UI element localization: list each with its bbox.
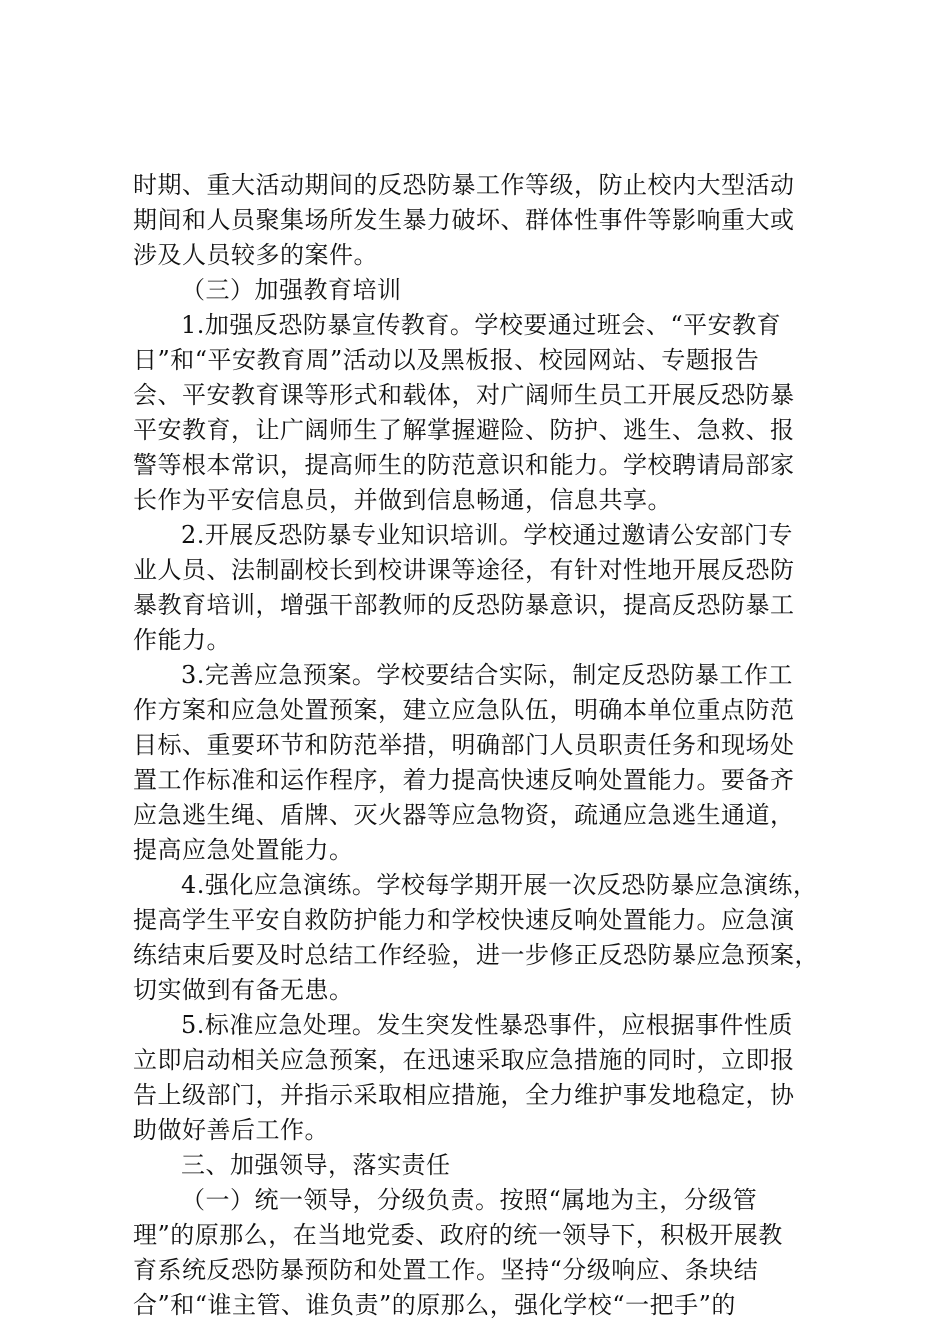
text-line: 长作为平安信息员，并做到信息畅通，信息共享。 (133, 486, 672, 514)
text-line: 日”和“平安教育周”活动以及黑板报、校园网站、专题报告 (133, 346, 760, 374)
text-line: 涉及人员较多的案件。 (133, 241, 378, 269)
text-line: 暴教育培训，增强干部教师的反恐防暴意识，提高反恐防暴工 (133, 591, 795, 619)
text-line: 时期、重大活动期间的反恐防暴工作等级，防止校内大型活动 (133, 171, 795, 199)
text-line: 提高应急处置能力。 (133, 836, 354, 864)
text-line: 作方案和应急处置预案，建立应急队伍，明确本单位重点防范 (133, 696, 795, 724)
text-line: 置工作标准和运作程序，着力提高快速反响处置能力。要备齐 (133, 766, 795, 794)
text-line: 3.完善应急预案。学校要结合实际，制定反恐防暴工作工 (181, 661, 793, 689)
text-line: （三）加强教育培训 (181, 276, 402, 304)
text-line: 立即启动相关应急预案，在迅速采取应急措施的同时，立即报 (133, 1046, 795, 1074)
text-line: 警等根本常识，提高师生的防范意识和能力。学校聘请局部家 (133, 451, 795, 479)
text-line: 应急逃生绳、盾牌、灭火器等应急物资，疏通应急逃生通道， (133, 801, 795, 829)
text-line: 助做好善后工作。 (133, 1116, 329, 1144)
text-line: 作能力。 (133, 626, 231, 654)
text-line: 理”的原那么，在当地党委、政府的统一领导下，积极开展教 (133, 1221, 783, 1249)
text-line: 4.强化应急演练。学校每学期开展一次反恐防暴应急演练， (181, 871, 818, 899)
text-line: 切实做到有备无患。 (133, 976, 354, 1004)
text-line: 业人员、法制副校长到校讲课等途径，有针对性地开展反恐防 (133, 556, 795, 584)
text-line: 练结束后要及时总结工作经验，进一步修正反恐防暴应急预案， (133, 941, 819, 969)
document-page (133, 168, 823, 1323)
text-line: 平安教育，让广阔师生了解掌握避险、防护、逃生、急救、报 (133, 416, 795, 444)
text-line: 告上级部门，并指示采取相应措施，全力维护事发地稳定，协 (133, 1081, 795, 1109)
text-line: 提高学生平安自救防护能力和学校快速反响处置能力。应急演 (133, 906, 795, 934)
text-line: 2.开展反恐防暴专业知识培训。学校通过邀请公安部门专 (181, 521, 793, 549)
text-line: 期间和人员聚集场所发生暴力破坏、群体性事件等影响重大或 (133, 206, 795, 234)
text-line: （一）统一领导，分级负责。按照“属地为主，分级管 (181, 1186, 758, 1214)
text-line: 三、加强领导，落实责任 (181, 1151, 451, 1179)
text-line: 5.标准应急处理。发生突发性暴恐事件，应根据事件性质 (181, 1011, 793, 1039)
text-line: 会、平安教育课等形式和载体，对广阔师生员工开展反恐防暴 (133, 381, 795, 409)
text-line: 合”和“谁主管、谁负责”的原那么，强化学校“一把手”的 (133, 1291, 736, 1319)
text-line: 目标、重要环节和防范举措，明确部门人员职责任务和现场处 (133, 731, 795, 759)
text-line: 1.加强反恐防暴宣传教育。学校要通过班会、“平安教育 (181, 311, 782, 339)
text-line: 育系统反恐防暴预防和处置工作。坚持“分级响应、条块结 (133, 1256, 759, 1284)
